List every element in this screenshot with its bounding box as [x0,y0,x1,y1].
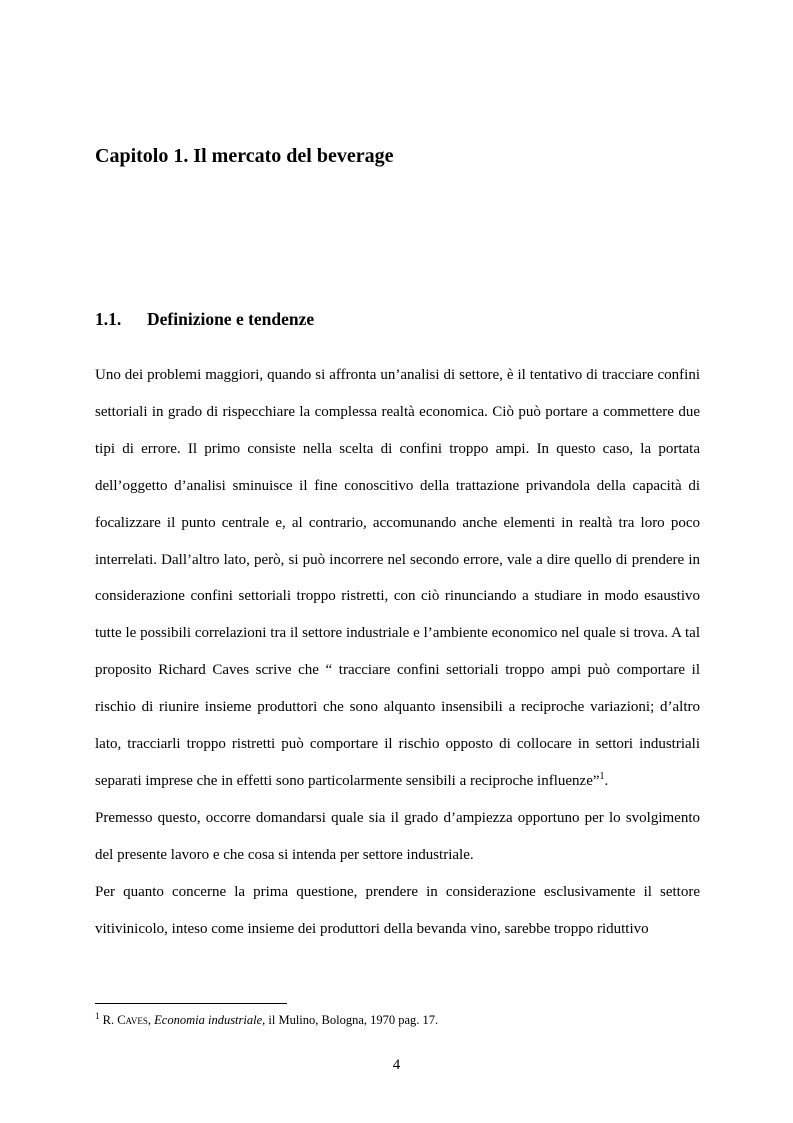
page-number: 4 [392,1057,401,1073]
chapter-title: Capitolo 1. Il mercato del beverage [95,145,394,167]
footnote-separator-text: , [147,1013,155,1027]
footnote-separator [95,1003,287,1004]
footnote-rest: il Mulino, Bologna, 1970 pag. 17. [265,1013,439,1027]
section-heading [95,309,314,330]
body-text [95,357,700,948]
footnote-author-initial: R. [102,1013,118,1027]
paragraph-3: Per quanto concerne la prima questione, prendere in considerazione esclusivamente il settore vitivinicolo, inteso come insieme dei produttori della bevanda vino, sarebbe troppo riduttivo [95,883,700,937]
section-title: Definizione e tendenze [147,309,315,329]
paragraph-1-end: . [604,772,609,789]
section-number: 1.1. [95,309,122,329]
footnote-mark: 1 [95,1010,100,1021]
paragraph-1 [95,357,700,800]
footnote-reference[interactable]: 1 [599,770,605,782]
footnote-book-title: Economia industriale, [154,1013,266,1027]
paragraph-2: Premesso questo, occorre domandarsi quale sia il grado d’ampiezza opportuno per lo svolgimento del presente lavoro e che cosa si intenda per settore industriale. [95,809,700,863]
footnote [95,1010,439,1028]
footnote-author-surname: Caves [117,1013,148,1027]
paragraph-1-text: Uno dei problemi maggiori, quando si affronta un’analisi di settore, è il tentativo di tracciare confini settoriali in grado di rispecchiare la complessa realtà economica. Ciò può portare a commettere due tipi di errore. Il primo consiste nella scelta di confini troppo ampi. In questo caso, la portata dell’oggetto d’analisi sminuisce il fine conoscitivo della trattazione privandola della capacità di focalizzare il punto centrale e, al contrario, accomunando anche elementi in realtà tra loro poco interrelati. Dall’altro lato, però, si può incorrere nel secondo errore, vale a dire quello di prendere in considerazione confini settoriali troppo ristretti, con ciò rinunciando a studiare in modo esaustivo tutte le possibili correlazioni tra il settore industriale e l’ambiente economico nel quale si trova. A tal proposito Richard Caves scrive che “ tracciare confini settoriali troppo ampi può comportare il rischio di riunire insieme produttori che sono alquanto insensibili a reciproche variazioni; d’altro lato, tracciarli troppo ristretti può comportare il rischio opposto di collocare in settori industriali separati imprese che in effetti sono particolarmente sensibili a reciproche influenze” [95,367,700,789]
